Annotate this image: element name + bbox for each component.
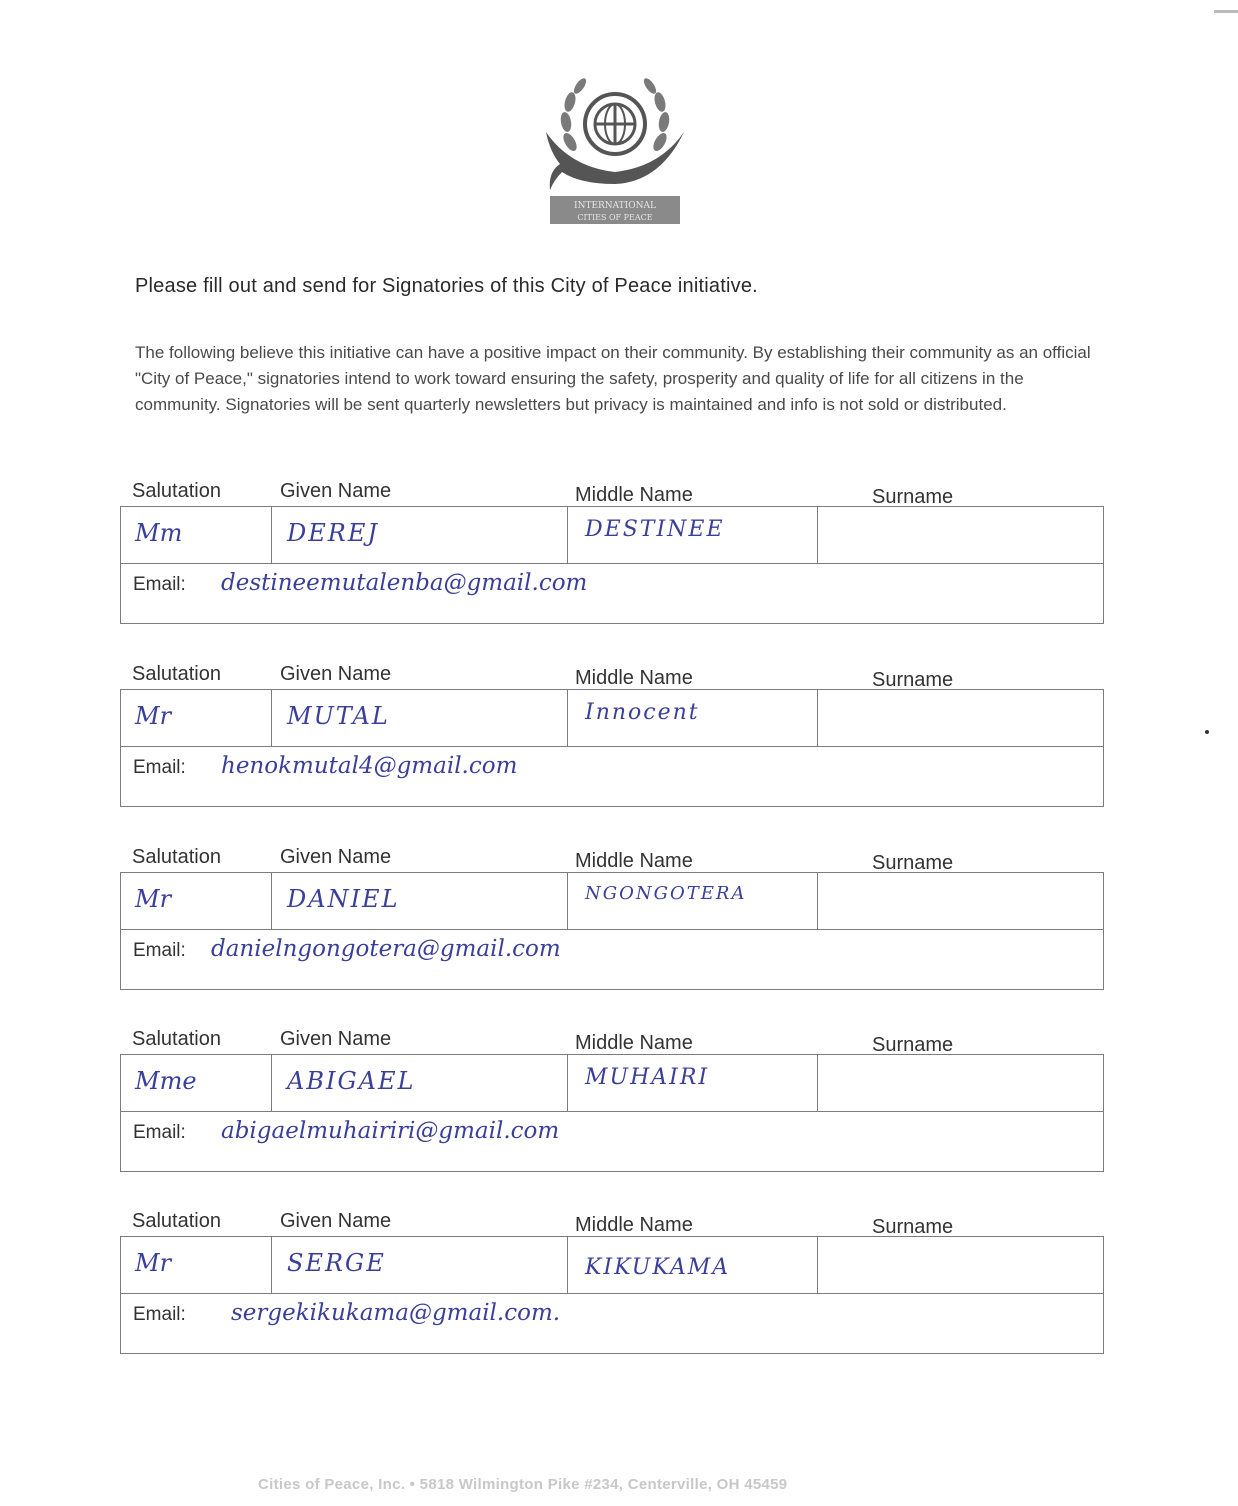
email-label: Email: — [133, 574, 186, 595]
salutation-field[interactable] — [121, 690, 272, 746]
middle-name-header: Middle Name — [575, 484, 693, 506]
email-field[interactable] — [120, 1294, 1104, 1354]
salutation-header: Salutation — [132, 480, 221, 502]
middle-name-field[interactable] — [567, 507, 818, 563]
salutation-value: Mm — [135, 519, 183, 547]
middle-name-field[interactable] — [567, 690, 818, 746]
signatory-block — [120, 1028, 1106, 1188]
middle-name-field[interactable] — [567, 1237, 818, 1293]
salutation-value: Mme — [135, 1067, 197, 1095]
name-row — [120, 506, 1104, 564]
signatory-block — [120, 846, 1106, 1006]
name-row — [120, 872, 1104, 930]
email-label: Email: — [133, 1304, 186, 1325]
email-label: Email: — [133, 757, 186, 778]
surname-header: Surname — [872, 1034, 954, 1056]
email-value: sergekikukama@gmail.com. — [231, 1300, 561, 1326]
given-name-header: Given Name — [280, 846, 392, 868]
email-label: Email: — [133, 1122, 186, 1143]
surname-header: Surname — [872, 486, 954, 508]
given-name-value: ABIGAEL — [287, 1067, 416, 1095]
given-name-field[interactable] — [271, 1237, 568, 1293]
salutation-header: Salutation — [132, 1028, 221, 1050]
middle-name-value: DESTINEE — [585, 517, 725, 542]
logo-line2: CITIES OF PEACE — [577, 213, 653, 222]
middle-name-value: KIKUKAMA — [585, 1255, 731, 1280]
signatory-block — [120, 480, 1106, 640]
given-name-field[interactable] — [271, 507, 568, 563]
salutation-value: Mr — [135, 885, 172, 913]
salutation-header: Salutation — [132, 846, 221, 868]
given-name-value: DEREJ — [287, 519, 379, 547]
salutation-value: Mr — [135, 702, 172, 730]
given-name-header: Given Name — [280, 663, 392, 685]
form-heading: Please fill out and send for Signatories of this City of Peace initiative. — [135, 275, 758, 297]
surname-field[interactable] — [817, 690, 1103, 746]
surname-field[interactable] — [817, 873, 1103, 929]
logo-line1: INTERNATIONAL — [574, 201, 656, 211]
cities-of-peace-logo — [540, 72, 690, 227]
given-name-value: MUTAL — [287, 702, 390, 730]
given-name-header: Given Name — [280, 1210, 392, 1232]
email-label: Email: — [133, 940, 186, 961]
email-value: destineemutalenba@gmail.com — [221, 570, 588, 596]
email-field[interactable] — [120, 930, 1104, 990]
surname-header: Surname — [872, 1216, 954, 1238]
given-name-field[interactable] — [271, 690, 568, 746]
middle-name-header: Middle Name — [575, 1214, 693, 1236]
email-value: danielngongotera@gmail.com — [211, 936, 561, 962]
given-name-header: Given Name — [280, 1028, 392, 1050]
salutation-field[interactable] — [121, 1237, 272, 1293]
salutation-field[interactable] — [121, 507, 272, 563]
email-field[interactable] — [120, 564, 1104, 624]
scan-edge-mark — [1214, 10, 1238, 13]
name-row — [120, 689, 1104, 747]
salutation-header: Salutation — [132, 1210, 221, 1232]
middle-name-field[interactable] — [567, 1055, 818, 1111]
surname-field[interactable] — [817, 1237, 1103, 1293]
salutation-field[interactable] — [121, 873, 272, 929]
middle-name-field[interactable] — [567, 873, 818, 929]
footer-address: Cities of Peace, Inc. • 5818 Wilmington Pike #234, Centerville, OH 45459 — [258, 1476, 788, 1493]
email-value: henokmutal4@gmail.com — [221, 753, 518, 779]
middle-name-value: Innocent — [585, 700, 700, 725]
given-name-value: DANIEL — [287, 885, 400, 913]
surname-field[interactable] — [817, 1055, 1103, 1111]
middle-name-header: Middle Name — [575, 850, 693, 872]
given-name-field[interactable] — [271, 1055, 568, 1111]
salutation-header: Salutation — [132, 663, 221, 685]
surname-header: Surname — [872, 852, 954, 874]
given-name-header: Given Name — [280, 480, 392, 502]
intro-paragraph: The following believe this initiative can have a positive impact on their community. By establishing their community as an official "City of Peace," signatories intend to work toward ensuring the safety, prosperity and quality of life for all citizens in the community. Signatories will be sent quarterly newsletters but privacy is maintained and info is not sold or distributed. — [135, 343, 1091, 414]
salutation-field[interactable] — [121, 1055, 272, 1111]
middle-name-header: Middle Name — [575, 667, 693, 689]
surname-header: Surname — [872, 669, 954, 691]
salutation-value: Mr — [135, 1249, 172, 1277]
scan-speck — [1205, 730, 1209, 734]
given-name-value: SERGE — [287, 1249, 386, 1277]
email-value: abigaelmuhairiri@gmail.com — [221, 1118, 560, 1144]
email-field[interactable] — [120, 747, 1104, 807]
middle-name-value: MUHAIRI — [585, 1065, 710, 1090]
given-name-field[interactable] — [271, 873, 568, 929]
name-row — [120, 1236, 1104, 1294]
signatory-block — [120, 663, 1106, 823]
email-field[interactable] — [120, 1112, 1104, 1172]
surname-field[interactable] — [817, 507, 1103, 563]
name-row — [120, 1054, 1104, 1112]
middle-name-header: Middle Name — [575, 1032, 693, 1054]
signatory-block — [120, 1210, 1106, 1370]
middle-name-value: NGONGOTERA — [585, 883, 747, 904]
